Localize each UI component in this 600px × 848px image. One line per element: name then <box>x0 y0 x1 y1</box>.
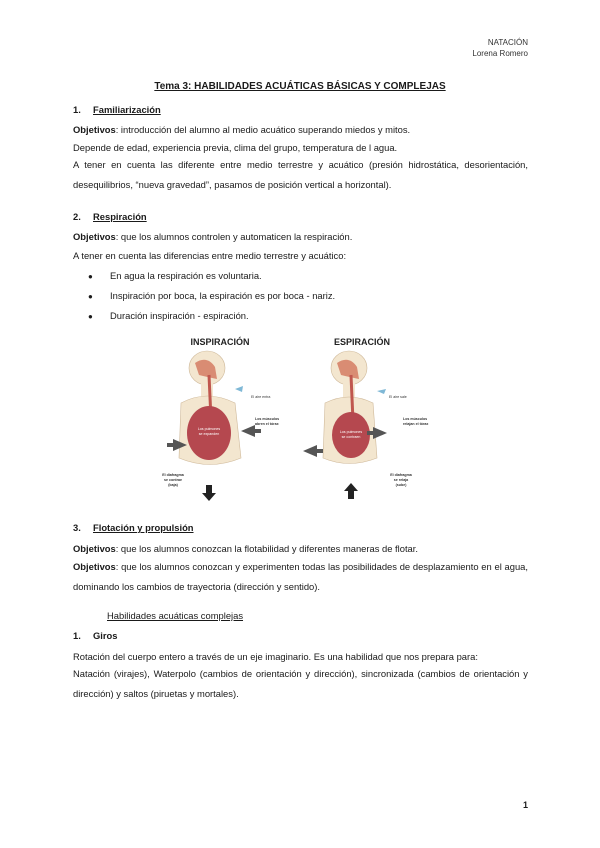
arrow-in-left-icon <box>303 445 323 457</box>
paragraph: Depende de edad, experiencia previa, clima del grupo, temperatura de l agua. <box>73 142 398 153</box>
header-subject: NATACIÓN <box>487 38 528 47</box>
paragraph: A tener en cuenta las diferencias entre medio terrestre y acuático: <box>73 250 347 261</box>
paragraph: A tener en cuenta las diferente entre medio terrestre y acuático (presión hidrostática, desorientación, desequilibrios, “nueva gravedad”, pasamos de posición vertical a horizontal). <box>73 159 528 190</box>
document-title: Tema 3: HABILIDADES ACUÁTICAS BÁSICAS Y COMPLEJAS <box>154 81 446 92</box>
page-number: 1 <box>522 800 528 810</box>
svg-text:abren el tórax: abren el tórax <box>255 422 279 426</box>
section-heading-familiarizacion: 1. Familiarización <box>73 104 161 115</box>
svg-text:Los músculos: Los músculos <box>255 417 280 421</box>
svg-text:(sube): (sube) <box>395 483 407 487</box>
list-item: ● Duración inspiración - espiración. <box>88 310 249 321</box>
svg-text:relajan el tórax: relajan el tórax <box>403 422 429 426</box>
label-air-in: El aire entra <box>251 395 271 399</box>
section-heading-giros: 1. Giros <box>73 630 118 641</box>
objectives-paragraph: Objetivos: introducción del alumno al medio acuático superando miedos y mitos. <box>73 124 411 135</box>
svg-text:se expanden: se expanden <box>198 432 220 436</box>
arrow-up-icon <box>344 483 358 499</box>
svg-text:se contraen: se contraen <box>341 435 361 439</box>
svg-text:Los pulmones: Los pulmones <box>339 430 363 434</box>
list-item: ● En agua la respiración es voluntaria. <box>88 270 262 281</box>
objectives-paragraph: Objetivos: que los alumnos conozcan y experimenten todas las posibilidades de desplazamiento en el agua, dominando los cambios de trayectoria (dirección y sentido). <box>73 561 528 592</box>
breathing-figure <box>155 333 445 503</box>
page-header <box>472 37 528 59</box>
expiration-body-illustration <box>323 351 386 464</box>
svg-text:El diafragma: El diafragma <box>162 473 184 477</box>
objectives-paragraph: Objetivos: que los alumnos conozcan la flotabilidad y diferentes maneras de flotar. <box>73 543 418 554</box>
svg-text:Los músculos: Los músculos <box>403 417 428 421</box>
bullet-icon: ● <box>88 312 93 321</box>
svg-text:se relaja: se relaja <box>393 478 409 482</box>
inspiration-body-illustration <box>179 351 243 465</box>
paragraph: Natación (virajes), Waterpolo (cambios de orientación y dirección), sincronizada (cambios de orientación y dirección) y saltos (piruetas y mortales). <box>73 668 528 699</box>
header-author: Lorena Romero <box>472 49 528 58</box>
subsection-heading: Habilidades acuáticas complejas <box>107 610 244 621</box>
section-heading-flotacion: 3. Flotación y propulsión <box>73 522 194 533</box>
label-air-out: El aire sale <box>389 395 407 399</box>
svg-text:Los pulmones: Los pulmones <box>197 427 221 431</box>
svg-text:se contrae: se contrae <box>164 478 182 482</box>
svg-text:(baja): (baja) <box>168 483 178 487</box>
list-item: ● Inspiración por boca, la espiración es por boca - nariz. <box>88 290 336 301</box>
svg-text:El diafragma: El diafragma <box>390 473 412 477</box>
objectives-paragraph: Objetivos: que los alumnos controlen y automaticen la respiración. <box>73 231 353 242</box>
section-heading-respiracion: 2. Respiración <box>73 211 147 222</box>
arrow-down-icon <box>202 485 216 501</box>
figure-title-inspiration: INSPIRACIÓN <box>190 337 250 347</box>
paragraph: Rotación del cuerpo entero a través de un eje imaginario. Es una habilidad que nos prepara para: <box>73 651 478 662</box>
figure-title-expiration: ESPIRACIÓN <box>333 337 391 347</box>
arrow-out-right-icon <box>241 425 261 437</box>
bullet-icon: ● <box>88 272 93 281</box>
bullet-icon: ● <box>88 292 93 301</box>
